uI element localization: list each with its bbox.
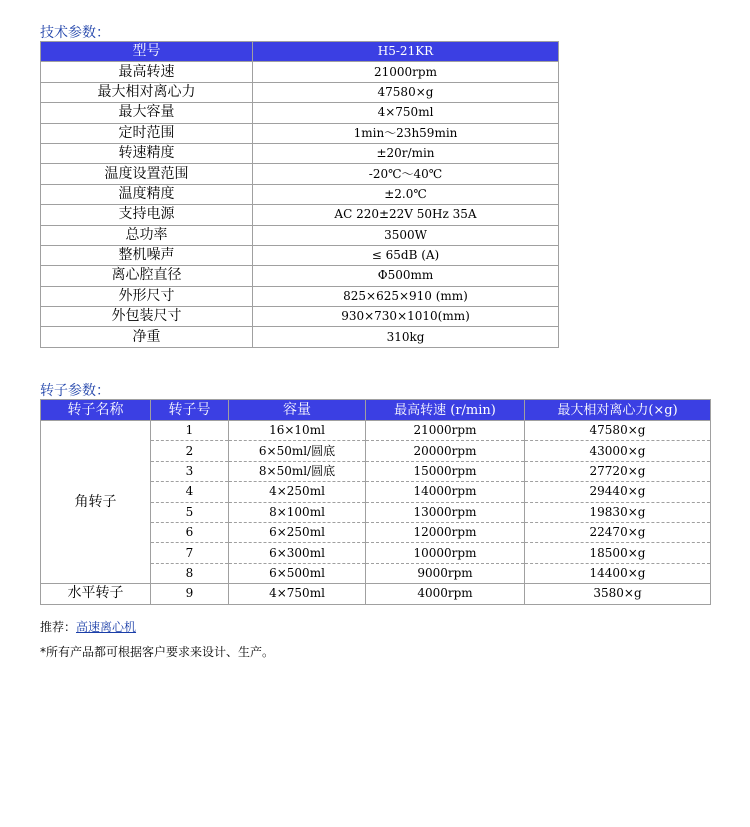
spec-value: 1min～23h59min <box>253 123 559 143</box>
rotor-rcf: 18500×g <box>525 543 711 563</box>
spec-value: 4×750ml <box>253 103 559 123</box>
spec-key: 外形尺寸 <box>41 286 253 306</box>
spec-value: -20℃～40℃ <box>253 164 559 184</box>
spec-key: 转速精度 <box>41 143 253 163</box>
spec-key: 最高转速 <box>41 62 253 82</box>
rotor-row <box>41 584 711 604</box>
spec-key: 总功率 <box>41 225 253 245</box>
rotor-rcf: 27720×g <box>525 461 711 481</box>
spec-table <box>40 41 559 348</box>
recommend-line <box>40 618 136 635</box>
rotor-capacity: 6×300ml <box>229 543 366 563</box>
rotor-table <box>40 399 711 605</box>
custom-note: *所有产品都可根据客户要求来设计、生产。 <box>40 645 275 659</box>
spec-value: AC 220±22V 50Hz 35A <box>253 205 559 225</box>
rotor-no: 7 <box>151 543 229 563</box>
spec-value: 3500W <box>253 225 559 245</box>
spec-key: 温度设置范围 <box>41 164 253 184</box>
rotor-no: 3 <box>151 461 229 481</box>
header-max-speed: 最高转速 (r/min) <box>366 400 525 421</box>
spec-row <box>41 286 559 306</box>
spec-row <box>41 62 559 82</box>
spec-value: ≤ 65dB (A) <box>253 245 559 265</box>
spec-value: H5-21KR <box>253 42 559 62</box>
rotor-no: 8 <box>151 563 229 583</box>
header-max-rcf: 最大相对离心力(×g) <box>525 400 711 421</box>
rotor-speed: 14000rpm <box>366 482 525 502</box>
rotor-capacity: 8×50ml/圆底 <box>229 461 366 481</box>
rotor-row <box>41 421 711 441</box>
spec-key: 整机噪声 <box>41 245 253 265</box>
spec-value: 21000rpm <box>253 62 559 82</box>
rotor-rcf: 43000×g <box>525 441 711 461</box>
rotor-no: 4 <box>151 482 229 502</box>
rotor-group-name: 水平转子 <box>41 584 151 604</box>
header-rotor-no: 转子号 <box>151 400 229 421</box>
spec-row <box>41 184 559 204</box>
spec-row <box>41 205 559 225</box>
spec-row <box>41 225 559 245</box>
high-speed-centrifuge-link[interactable]: 高速离心机 <box>76 620 137 634</box>
rotor-speed: 15000rpm <box>366 461 525 481</box>
spec-value: 310kg <box>253 327 559 347</box>
rotor-section-title: 转子参数： <box>40 383 110 399</box>
rotor-no: 6 <box>151 522 229 542</box>
rotor-rcf: 14400×g <box>525 563 711 583</box>
spec-row <box>41 266 559 286</box>
spec-value: Φ500mm <box>253 266 559 286</box>
spec-row <box>41 245 559 265</box>
spec-value: ±2.0℃ <box>253 184 559 204</box>
spec-row <box>41 103 559 123</box>
spec-value: 47580×g <box>253 82 559 102</box>
spec-key: 温度精度 <box>41 184 253 204</box>
rotor-rcf: 3580×g <box>525 584 711 604</box>
recommend-label: 推荐： <box>40 620 77 634</box>
spec-key: 净重 <box>41 327 253 347</box>
rotor-capacity: 6×500ml <box>229 563 366 583</box>
rotor-speed: 20000rpm <box>366 441 525 461</box>
rotor-speed: 21000rpm <box>366 421 525 441</box>
rotor-capacity: 8×100ml <box>229 502 366 522</box>
rotor-capacity: 6×50ml/圆底 <box>229 441 366 461</box>
spec-key: 外包装尺寸 <box>41 307 253 327</box>
spec-row <box>41 143 559 163</box>
rotor-capacity: 4×750ml <box>229 584 366 604</box>
rotor-capacity: 6×250ml <box>229 522 366 542</box>
spec-value: ±20r/min <box>253 143 559 163</box>
spec-row <box>41 327 559 347</box>
rotor-rcf: 47580×g <box>525 421 711 441</box>
rotor-rcf: 22470×g <box>525 522 711 542</box>
rotor-rcf: 29440×g <box>525 482 711 502</box>
rotor-speed: 9000rpm <box>366 563 525 583</box>
spec-key: 最大容量 <box>41 103 253 123</box>
spec-row <box>41 164 559 184</box>
rotor-no: 1 <box>151 421 229 441</box>
spec-key: 型号 <box>41 42 253 62</box>
rotor-speed: 13000rpm <box>366 502 525 522</box>
spec-row <box>41 123 559 143</box>
spec-key: 离心腔直径 <box>41 266 253 286</box>
rotor-speed: 10000rpm <box>366 543 525 563</box>
rotor-no: 2 <box>151 441 229 461</box>
spec-row <box>41 82 559 102</box>
rotor-speed: 4000rpm <box>366 584 525 604</box>
header-capacity: 容量 <box>229 400 366 421</box>
spec-key: 最大相对离心力 <box>41 82 253 102</box>
rotor-header-row <box>41 400 711 421</box>
spec-key: 定时范围 <box>41 123 253 143</box>
spec-row <box>41 307 559 327</box>
spec-value: 825×625×910 (mm) <box>253 286 559 306</box>
rotor-rcf: 19830×g <box>525 502 711 522</box>
rotor-no: 5 <box>151 502 229 522</box>
rotor-speed: 12000rpm <box>366 522 525 542</box>
spec-section-title: 技术参数： <box>40 25 110 41</box>
rotor-capacity: 4×250ml <box>229 482 366 502</box>
spec-row <box>41 42 559 62</box>
rotor-capacity: 16×10ml <box>229 421 366 441</box>
spec-key: 支持电源 <box>41 205 253 225</box>
spec-value: 930×730×1010(mm) <box>253 307 559 327</box>
rotor-no: 9 <box>151 584 229 604</box>
rotor-group-name: 角转子 <box>41 421 151 584</box>
header-rotor-name: 转子名称 <box>41 400 151 421</box>
